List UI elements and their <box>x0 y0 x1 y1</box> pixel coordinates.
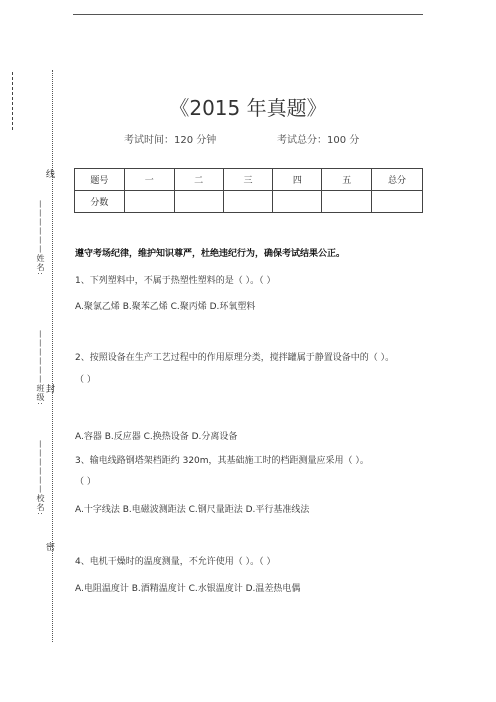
class-label: ——————班级: <box>36 330 45 406</box>
question-2-stem: 2、按照设备在生产工艺过程中的作用原理分类，搅拌罐属于静置设备中的（ ）。 <box>75 353 395 363</box>
header-cell-4: 四 <box>273 169 322 191</box>
score-cell <box>372 191 423 213</box>
score-table-header-row <box>75 169 423 191</box>
question-4-stem: 4、电机干燥时的温度测量，不允许使用（ ）。（ ） <box>75 557 276 567</box>
seal-char-xian: 线 <box>46 170 56 180</box>
header-cell-number: 题号 <box>75 169 125 191</box>
header-rule <box>73 14 423 15</box>
question-3-stem: 3、输电线路钢塔架档距约 320m，其基础施工时的档距测量应采用（ ）。 <box>75 456 369 466</box>
question-2-blank: （ ） <box>75 375 96 385</box>
seal-char-feng: 封 <box>46 385 56 395</box>
exam-title: 《2015 年真题》 <box>169 96 327 120</box>
header-cell-1: 一 <box>124 169 174 191</box>
score-cell <box>322 191 372 213</box>
question-1-stem: 1、下列塑料中，不属于热塑性塑料的是（ ）。（ ） <box>75 276 276 286</box>
question-3-blank: （ ） <box>75 477 96 487</box>
question-3-options: A.十字线法 B.电磁波测距法 C.钢尺量距法 D.平行基准线法 <box>75 505 310 515</box>
question-1-options: A.聚氯乙烯 B.聚苯乙烯 C.聚丙烯 D.环氧塑料 <box>75 302 256 312</box>
question-4-options: A.电阻温度计 B.酒精温度计 C.水银温度计 D.温差热电偶 <box>75 584 301 594</box>
binding-line <box>52 70 53 642</box>
header-cell-2: 二 <box>174 169 223 191</box>
exam-total-score: 考试总分：100 分 <box>277 135 360 146</box>
score-cell <box>223 191 273 213</box>
score-table-score-row <box>75 191 423 213</box>
exam-rules: 遵守考场纪律，维护知识尊严，杜绝违纪行为，确保考试结果公正。 <box>75 249 346 259</box>
score-table <box>74 168 423 213</box>
score-cell <box>273 191 322 213</box>
score-cell <box>124 191 174 213</box>
header-cell-total: 总分 <box>372 169 423 191</box>
header-cell-5: 五 <box>322 169 372 191</box>
question-2-options: A.容器 B.反应器 C.换热设备 D.分离设备 <box>75 432 238 442</box>
exam-time: 考试时间：120 分钟 <box>124 135 217 146</box>
school-label: ——————校名: <box>36 440 45 516</box>
name-label: ——————姓名: <box>36 200 45 276</box>
seal-char-mi: 密 <box>46 543 56 553</box>
score-row-label: 分数 <box>75 191 125 213</box>
score-cell <box>174 191 223 213</box>
header-cell-3: 三 <box>223 169 273 191</box>
